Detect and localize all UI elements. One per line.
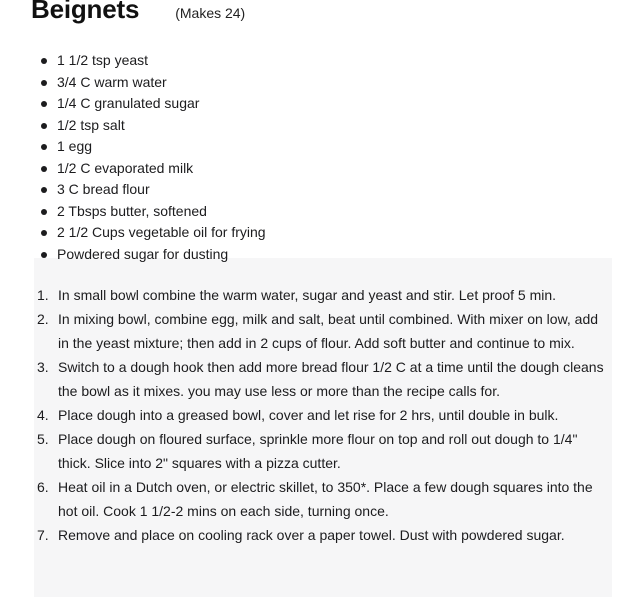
step-number: 4. <box>37 407 49 423</box>
step-number: 5. <box>37 431 49 447</box>
bullet-icon <box>41 101 47 107</box>
step-number: 3. <box>37 359 49 375</box>
ingredient-list <box>40 50 266 265</box>
ingredient-text: Powdered sugar for dusting <box>57 245 229 262</box>
recipe-header <box>31 0 245 34</box>
ingredient-item <box>40 115 266 137</box>
step-text: In small bowl combine the warm water, sugar and yeast and stir. Let proof 5 min. <box>58 287 557 303</box>
bullet-icon <box>41 80 47 86</box>
recipe-yield: (Makes 24) <box>175 5 246 21</box>
recipe-title: Beignets <box>31 0 140 24</box>
step-text: Remove and place on cooling rack over a paper towel. Dust with powdered sugar. <box>58 527 565 543</box>
ingredient-text: 3 C bread flour <box>57 181 150 197</box>
step-text: In mixing bowl, combine egg, milk and salt, beat until combined. With mixer on low, add in the yeast mixture; then add in 2 cups of flour. Add soft butter and continue to mix. <box>58 311 599 351</box>
ingredient-item <box>40 50 266 72</box>
ingredient-text: 2 Tbsps butter, softened <box>57 202 207 219</box>
instruction-step <box>37 355 609 403</box>
bullet-icon <box>41 230 47 236</box>
bullet-icon <box>41 166 47 172</box>
ingredient-text: 1/2 C evaporated milk <box>57 159 194 176</box>
ingredient-text: 1/4 C granulated sugar <box>57 95 200 111</box>
ingredient-text: 2 1/2 Cups vegetable oil for frying <box>57 224 266 240</box>
step-text: Place dough on floured surface, sprinkle more flour on top and roll out dough to 1/4" thick. Slice into 2" squares with a pizza cutter. <box>58 431 578 471</box>
ingredient-text: 1/2 tsp salt <box>57 116 125 133</box>
instruction-step <box>37 475 609 523</box>
ingredient-text: 3/4 C warm water <box>57 73 167 90</box>
ingredient-item <box>40 179 266 201</box>
bullet-icon <box>41 58 47 64</box>
step-number: 2. <box>37 311 49 327</box>
ingredient-item <box>40 136 266 158</box>
instruction-step <box>37 427 609 475</box>
ingredient-text: 1 1/2 tsp yeast <box>57 52 149 68</box>
ingredient-text: 1 egg <box>57 138 93 154</box>
ingredient-item <box>40 158 266 180</box>
bullet-icon <box>41 187 47 193</box>
step-number: 7. <box>37 527 49 543</box>
ingredient-item <box>40 244 266 266</box>
ingredient-item <box>40 72 266 94</box>
step-text: Switch to a dough hook then add more bread flour 1/2 C at a time until the dough cleans the bowl as it mixes. you may use less or more than the recipe calls for. <box>58 359 604 399</box>
step-number: 6. <box>37 479 49 495</box>
bullet-icon <box>41 144 47 150</box>
ingredient-item <box>40 93 266 115</box>
ingredient-item <box>40 222 266 244</box>
instruction-step <box>37 283 609 307</box>
ingredient-item <box>40 201 266 223</box>
bullet-icon <box>41 252 47 258</box>
instruction-list <box>37 283 609 547</box>
instruction-step <box>37 523 609 547</box>
bullet-icon <box>41 209 47 215</box>
instruction-step <box>37 403 609 427</box>
bullet-icon <box>41 123 47 129</box>
instruction-step <box>37 307 609 355</box>
step-text: Place dough into a greased bowl, cover and let rise for 2 hrs, until double in bulk. <box>58 407 559 423</box>
step-number: 1. <box>37 287 49 303</box>
step-text: Heat oil in a Dutch oven, or electric skillet, to 350*. Place a few dough squares into the hot oil. Cook 1 1/2-2 mins on each side, turning once. <box>58 479 593 519</box>
